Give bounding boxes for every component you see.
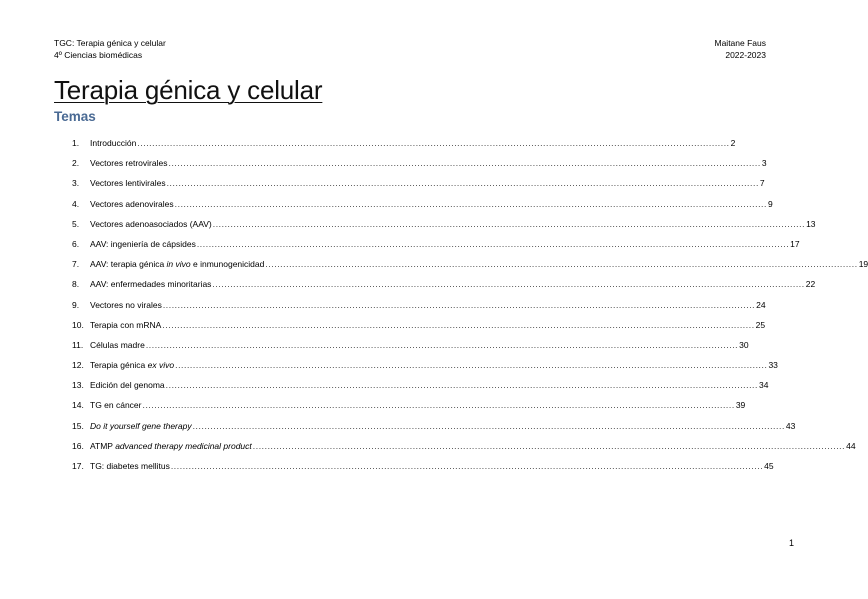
- toc-entry-label-text: Terapia génica: [90, 360, 148, 371]
- toc-entry[interactable]: [72, 278, 816, 298]
- toc-leader-dots: ........................................................................................................................................................................................................: [212, 218, 806, 229]
- toc-entry-label-italic: advanced therapy medicinal product: [115, 440, 252, 451]
- toc-entry-page[interactable]: 2: [730, 138, 736, 148]
- toc-leader-dots: ........................................................................................................................................................................................................: [162, 319, 755, 330]
- toc-entry-page[interactable]: 39: [735, 400, 746, 411]
- toc-entry-page[interactable]: 44: [846, 440, 856, 451]
- toc-leader-dots: ........................................................................................................................................................................................................: [196, 238, 790, 249]
- toc-leader-dots: ........................................................................................................................................................................................................: [145, 339, 739, 350]
- toc-leader-dots: ........................................................................................................................................................................................................: [170, 461, 764, 471]
- toc-entry-page[interactable]: 34: [759, 380, 769, 391]
- toc-entry[interactable]: [72, 359, 778, 379]
- toc-entry-label-text: ATMP: [90, 440, 116, 451]
- toc-entry-page[interactable]: 33: [768, 360, 778, 371]
- toc-entry-label[interactable]: [90, 339, 145, 351]
- toc-leader-dots: ........................................................................................................................................................................................................: [174, 198, 767, 209]
- toc-entry[interactable]: [72, 319, 766, 339]
- header-course: TGC: Terapia génica y celular: [54, 38, 166, 48]
- toc-entry[interactable]: [72, 299, 766, 319]
- toc-leader-dots: ........................................................................................................................................................................................................: [252, 440, 846, 451]
- toc-entry-label-italic: Do it yourself gene therapy: [90, 420, 192, 431]
- toc-entry-page[interactable]: 7: [759, 178, 765, 189]
- toc-entry[interactable]: [72, 420, 796, 440]
- toc-entry-number: 14.: [72, 400, 84, 411]
- toc-entry[interactable]: [72, 399, 746, 419]
- toc-leader-dots: ........................................................................................................................................................................................................: [166, 178, 759, 189]
- toc-entry-label[interactable]: [90, 258, 264, 270]
- toc-leader-dots: ........................................................................................................................................................................................................: [212, 279, 805, 290]
- toc-entry[interactable]: [72, 440, 856, 460]
- toc-entry[interactable]: [72, 157, 767, 177]
- toc-entry-page[interactable]: 17: [790, 238, 800, 249]
- toc-entry[interactable]: [72, 137, 736, 157]
- toc-entry-label[interactable]: [90, 440, 252, 452]
- toc-entry[interactable]: [72, 177, 765, 197]
- table-of-contents: [72, 137, 868, 480]
- toc-entry[interactable]: [72, 379, 769, 399]
- toc-entry-label-text: Vectores retrovirales: [90, 158, 168, 169]
- toc-entry-page[interactable]: 45: [764, 461, 774, 471]
- toc-entry-label-text: TG: diabetes mellitus: [90, 461, 170, 471]
- header-author: Maitane Faus: [714, 38, 766, 48]
- toc-entry-label[interactable]: [90, 238, 196, 250]
- toc-entry-label[interactable]: [90, 359, 174, 371]
- toc-entry-number: 9.: [72, 299, 80, 310]
- toc-entry-label-text: Edición del genoma: [90, 380, 165, 391]
- toc-entry-number: 8.: [72, 279, 80, 290]
- toc-entry-label-text: AAV: ingeniería de cápsides: [90, 238, 196, 249]
- toc-entry-label-text: AAV: enfermedades minoritarias: [90, 279, 212, 290]
- toc-entry-label[interactable]: [90, 399, 142, 411]
- toc-leader-dots: ........................................................................................................................................................................................................: [168, 158, 761, 169]
- toc-entry-number: 15.: [72, 420, 84, 431]
- toc-entry-label[interactable]: [90, 218, 212, 230]
- toc-entry-number: 3.: [72, 178, 80, 189]
- toc-entry-label-text: Vectores no virales: [90, 299, 162, 310]
- toc-entry-page[interactable]: 9: [767, 198, 773, 209]
- toc-leader-dots: ........................................................................................................................................................................................................: [142, 400, 735, 411]
- toc-entry[interactable]: [72, 198, 773, 218]
- header-degree: 4º Ciencias biomédicas: [54, 50, 143, 60]
- toc-entry-label-italic: ex vivo: [147, 360, 175, 371]
- toc-entry[interactable]: [72, 258, 868, 278]
- toc-entry-label-text: Células madre: [90, 339, 145, 350]
- toc-entry-label-text: Vectores adenoasociados (AAV): [90, 218, 212, 229]
- toc-entry-number: 6.: [72, 238, 80, 249]
- toc-entry-page[interactable]: 24: [756, 299, 766, 310]
- toc-entry[interactable]: [72, 460, 774, 480]
- toc-leader-dots: ........................................................................................................................................................................................................: [175, 360, 768, 371]
- toc-entry-number: 7.: [72, 259, 80, 270]
- toc-entry-number: 5.: [72, 218, 80, 229]
- toc-entry-number: 17.: [72, 461, 84, 471]
- toc-leader-dots: ........................................................................................................................................................................................................: [265, 259, 858, 270]
- document-title: Terapia génica y celular: [54, 75, 323, 105]
- toc-entry-label[interactable]: [90, 379, 165, 391]
- header-right: [715, 37, 767, 61]
- toc-entry-label-italic: in vivo: [166, 259, 191, 270]
- toc-entry[interactable]: [72, 339, 749, 359]
- toc-entry-label-text: Vectores lentivirales: [90, 178, 166, 189]
- header-left: [54, 37, 166, 61]
- toc-entry-number: 1.: [72, 138, 80, 148]
- toc-entry-label[interactable]: [90, 299, 162, 311]
- toc-entry-number: 2.: [72, 158, 80, 169]
- toc-entry-label[interactable]: [90, 198, 174, 210]
- toc-entry-label-text: TG en cáncer: [90, 400, 142, 411]
- toc-entry-page[interactable]: 13: [806, 218, 816, 229]
- toc-entry-label[interactable]: [90, 420, 192, 432]
- toc-entry-label-text: Vectores adenovirales: [90, 198, 174, 209]
- toc-entry-page[interactable]: 19: [858, 259, 868, 270]
- toc-entry-number: 13.: [72, 380, 84, 391]
- toc-leader-dots: ........................................................................................................................................................................................................: [137, 138, 730, 148]
- toc-entry[interactable]: [72, 238, 800, 258]
- page-number: 1: [789, 538, 795, 548]
- toc-entry-label-text: AAV: terapia génica: [90, 259, 167, 270]
- toc-entry-label[interactable]: [90, 460, 170, 472]
- header-year: 2022-2023: [725, 50, 766, 60]
- toc-leader-dots: ........................................................................................................................................................................................................: [192, 420, 785, 431]
- toc-entry-label-text: e inmunogenicidad: [190, 259, 265, 270]
- toc-entry[interactable]: [72, 218, 816, 238]
- toc-entry-number: 11.: [72, 339, 84, 350]
- toc-entry-label-text: Terapia con mRNA: [90, 319, 162, 330]
- toc-entry-label[interactable]: [90, 177, 166, 189]
- toc-heading: Temas: [54, 109, 96, 124]
- toc-entry-number: 16.: [72, 440, 84, 451]
- toc-leader-dots: ........................................................................................................................................................................................................: [162, 299, 756, 310]
- toc-entry-label[interactable]: [90, 137, 136, 149]
- toc-entry-label-text: Introducción: [90, 138, 137, 148]
- toc-entry-label[interactable]: [90, 278, 211, 290]
- toc-entry-number: 4.: [72, 198, 80, 209]
- toc-entry-number: 12.: [72, 360, 84, 371]
- toc-entry-page[interactable]: 3: [761, 158, 767, 169]
- toc-entry-page[interactable]: 30: [739, 339, 749, 350]
- toc-entry-number: 10.: [72, 319, 84, 330]
- toc-entry-page[interactable]: 43: [785, 420, 796, 431]
- toc-entry-page[interactable]: 25: [755, 319, 766, 330]
- toc-leader-dots: ........................................................................................................................................................................................................: [165, 380, 758, 391]
- toc-entry-page[interactable]: 22: [805, 279, 816, 290]
- toc-entry-label[interactable]: [90, 319, 161, 331]
- toc-entry-label[interactable]: [90, 157, 167, 169]
